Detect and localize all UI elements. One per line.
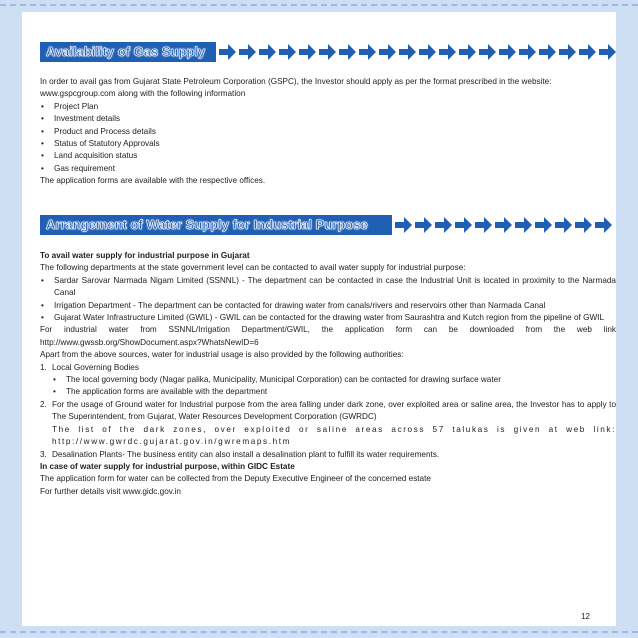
gidc-para: The application form for water can be collected from the Deputy Executive Engineer of the concerned estate — [40, 474, 431, 484]
arrow-icon — [438, 43, 457, 61]
list-item: • Investment details — [40, 113, 616, 125]
list-item: • Product and Process details — [40, 126, 616, 138]
arrow-icon — [458, 43, 477, 61]
arrow-icon — [418, 43, 437, 61]
arrow-strip — [394, 216, 613, 234]
list-item: • Irrigation Department - The department can be contacted for drawing water from canals/rivers and reservoirs other than Narmada Canal — [40, 300, 616, 312]
arrow-icon — [358, 43, 377, 61]
arrow-icon — [378, 43, 397, 61]
page-number: 12 — [581, 612, 590, 621]
top-dashed-border — [0, 4, 638, 6]
list-item: • Gujarat Water Infrastructure Limited (GWIL) - GWIL can be contacted for the drawing water from Saurashtra and Kutch region from the pipeline of GWIL — [40, 312, 616, 324]
arrow-icon — [434, 216, 453, 234]
water-supply-title: Arrangement of Water Supply for Industrial Purpose — [46, 217, 368, 232]
item-text: Desalination Plants- The business entity can also install a desalination plant to fulfill its water requirements. — [52, 449, 440, 459]
arrow-icon — [478, 43, 497, 61]
water-para-download: For industrial water from SSNNL/Irrigation Department/GWIL, the application form can be downloaded from the web link http://www.gwssb.org/ShowDocument.aspx?WhatsNewID=6 — [40, 325, 616, 347]
numbered-item — [40, 362, 616, 374]
gas-supply-section — [40, 76, 616, 188]
sub-list-item: • The application forms are available with the department — [40, 386, 616, 398]
item-number: 2. — [40, 399, 47, 409]
gas-intro: In order to avail gas from Gujarat State Petroleum Corporation (GSPC), the Investor should apply as per the format prescribed in the website: www.gspcgroup.com along with the following information — [40, 77, 552, 99]
arrow-icon — [298, 43, 317, 61]
item-text: Local Governing Bodies — [52, 362, 139, 372]
arrow-icon — [318, 43, 337, 61]
gidc-heading: In case of water supply for industrial purpose, within GIDC Estate — [40, 461, 295, 471]
list-item: • Land acquisition status — [40, 150, 616, 162]
water-heading: To avail water supply for industrial purpose in Gujarat — [40, 251, 250, 260]
arrow-icon — [238, 43, 257, 61]
water-intro: The following departments at the state government level can be contacted to avail water supply for industrial purpose: — [40, 263, 466, 273]
arrow-icon — [538, 43, 557, 61]
arrow-icon — [414, 216, 433, 234]
arrow-icon — [498, 43, 517, 61]
bottom-dashed-border — [0, 631, 638, 633]
arrow-icon — [598, 43, 617, 61]
water-para-authorities: Apart from the above sources, water for industrial usage is also provided by the following authorities: — [40, 350, 404, 360]
arrow-icon — [218, 43, 237, 61]
arrow-icon — [518, 43, 537, 61]
item-number: 1. — [40, 362, 47, 372]
arrow-icon — [474, 216, 493, 234]
water-supply-section — [40, 250, 616, 498]
numbered-item — [40, 399, 616, 449]
item-number: 3. — [40, 449, 47, 459]
arrow-icon — [454, 216, 473, 234]
item-extra-link: The list of the dark zones, over exploited or saline areas across 57 talukas is given at web link: http://www.gwrdc.gujarat.gov.in/gwremaps.htm — [52, 424, 616, 447]
sub-list-item: • The local governing body (Nagar palika, Municipality, Municipal Corporation) can be contacted for drawing surface water — [40, 374, 616, 386]
list-item: • Status of Statutory Approvals — [40, 138, 616, 150]
arrow-icon — [594, 216, 613, 234]
arrow-icon — [338, 43, 357, 61]
arrow-icon — [258, 43, 277, 61]
arrow-icon — [394, 216, 413, 234]
arrow-icon — [578, 43, 597, 61]
arrow-icon — [514, 216, 533, 234]
list-item: • Sardar Sarovar Narmada Nigam Limited (SSNNL) - The department can be contacted in case the Industrial Unit is located in proximity to the Narmada Canal — [40, 275, 616, 300]
arrow-icon — [554, 216, 573, 234]
arrow-icon — [574, 216, 593, 234]
list-item: • Gas requirement — [40, 163, 616, 175]
gas-supply-banner — [40, 42, 614, 62]
arrow-icon — [558, 43, 577, 61]
water-supply-banner — [40, 215, 614, 235]
item-text: For the usage of Ground water for Industrial purpose from the area falling under dark zone, over exploited area or saline area, the Investor has to apply to The Superintendent, from Gujarat, Water Resources Development Corporation (GWRDC) — [52, 399, 616, 422]
arrow-icon — [494, 216, 513, 234]
arrow-icon — [534, 216, 553, 234]
gas-supply-title: Availability of Gas Supply — [46, 44, 206, 59]
numbered-item — [40, 449, 616, 461]
gas-footer: The application forms are available with the respective offices. — [40, 176, 266, 186]
arrow-icon — [278, 43, 297, 61]
gidc-details: For further details visit www.gidc.gov.in — [40, 486, 181, 496]
list-item: • Project Plan — [40, 101, 616, 113]
document-page — [22, 12, 616, 626]
arrow-strip — [218, 43, 617, 61]
arrow-icon — [398, 43, 417, 61]
